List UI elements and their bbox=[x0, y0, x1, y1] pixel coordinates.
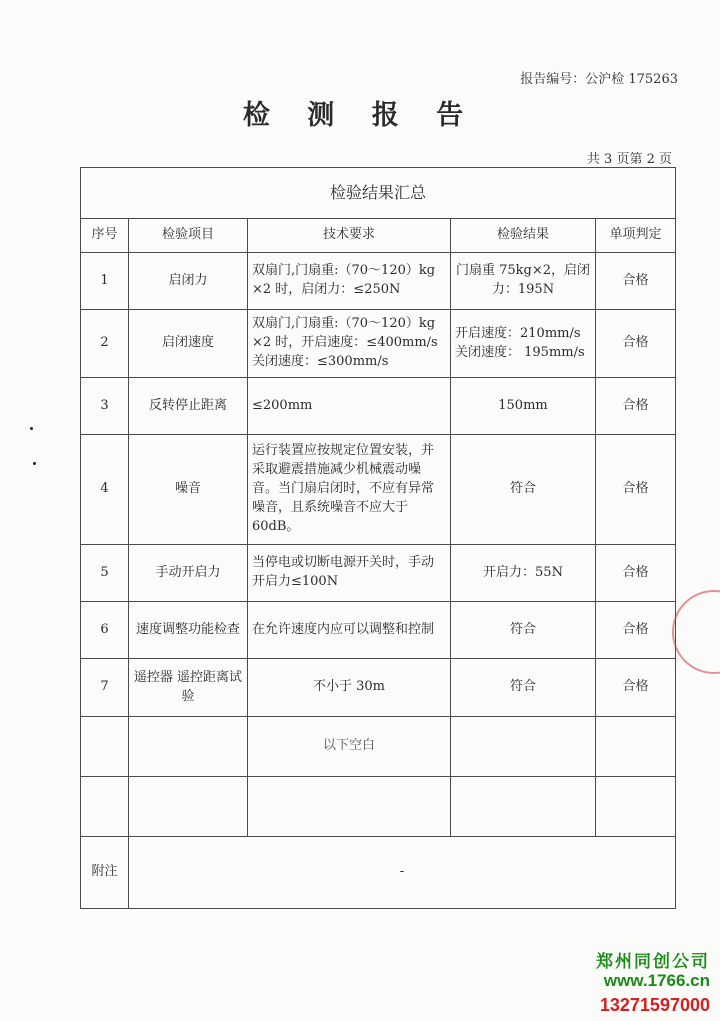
row-result: 符合 bbox=[451, 602, 596, 659]
report-title: 检 测 报 告 bbox=[242, 100, 478, 131]
row-verdict: 合格 bbox=[596, 659, 676, 717]
table-row bbox=[81, 253, 676, 310]
row-item: 启闭速度 bbox=[129, 310, 248, 378]
row-result: 符合 bbox=[451, 435, 596, 545]
row-no: 5 bbox=[81, 545, 129, 602]
summary-title: 检验结果汇总 bbox=[81, 168, 676, 219]
row-no: 6 bbox=[81, 602, 129, 659]
table-row bbox=[81, 602, 676, 659]
header-result: 检验结果 bbox=[451, 219, 596, 253]
row-item: 速度调整功能检查 bbox=[129, 602, 248, 659]
scan-dot bbox=[30, 427, 33, 430]
table-header-row bbox=[81, 219, 676, 253]
table-row-blank-note bbox=[81, 717, 676, 777]
row-verdict: 合格 bbox=[596, 602, 676, 659]
table-row bbox=[81, 435, 676, 545]
row-item: 手动开启力 bbox=[129, 545, 248, 602]
official-seal-stamp bbox=[672, 590, 720, 674]
row-verdict: 合格 bbox=[596, 253, 676, 310]
scan-dot bbox=[33, 462, 36, 465]
row-result: 开启力：55N bbox=[451, 545, 596, 602]
page-info: 共 3 页第 2 页 bbox=[586, 152, 672, 167]
row-verdict: 合格 bbox=[596, 310, 676, 378]
row-result: 门扇重 75kg×2，启闭力：195N bbox=[451, 253, 596, 310]
results-table bbox=[80, 167, 676, 909]
row-result: 开启速度：210mm/s 关闭速度： 195mm/s bbox=[451, 310, 596, 378]
row-requirement: 运行装置应按规定位置安装，并采取避震措施减少机械震动噪音。当门扇启闭时，不应有异常噪音，且系统噪音不应大于 60dB。 bbox=[248, 435, 451, 545]
row-requirement: 不小于 30m bbox=[248, 659, 451, 717]
row-requirement: 双扇门,门扇重:（70～120）kg ×2 时，开启速度：≤400mm/s 关闭速度：≤300mm/s bbox=[248, 310, 451, 378]
blank-note: 以下空白 bbox=[248, 717, 451, 777]
watermark-website: www.1766.cn bbox=[603, 971, 710, 990]
row-result: 150mm bbox=[451, 378, 596, 435]
row-requirement: 当停电或切断电源开关时，手动开启力≤100N bbox=[248, 545, 451, 602]
row-verdict: 合格 bbox=[596, 378, 676, 435]
table-row bbox=[81, 659, 676, 717]
row-result: 符合 bbox=[451, 659, 596, 717]
row-requirement: 双扇门,门扇重:（70～120）kg ×2 时，启闭力：≤250N bbox=[248, 253, 451, 310]
row-no: 2 bbox=[81, 310, 129, 378]
row-verdict: 合格 bbox=[596, 545, 676, 602]
row-item: 噪音 bbox=[129, 435, 248, 545]
table-row bbox=[81, 378, 676, 435]
remark-row bbox=[81, 837, 676, 909]
table-row bbox=[81, 545, 676, 602]
row-item: 遥控器 遥控距离试验 bbox=[129, 659, 248, 717]
watermark-company: 郑州同创公司 bbox=[596, 952, 710, 972]
row-item: 反转停止距离 bbox=[129, 378, 248, 435]
report-number: 报告编号：公沪检 175263 bbox=[520, 72, 678, 87]
remark-value: - bbox=[129, 837, 676, 909]
table-row bbox=[81, 310, 676, 378]
row-requirement: ≤200mm bbox=[248, 378, 451, 435]
row-no: 4 bbox=[81, 435, 129, 545]
row-no: 1 bbox=[81, 253, 129, 310]
row-no: 7 bbox=[81, 659, 129, 717]
row-verdict: 合格 bbox=[596, 435, 676, 545]
row-no: 3 bbox=[81, 378, 129, 435]
table-row-empty bbox=[81, 777, 676, 837]
header-item: 检验项目 bbox=[129, 219, 248, 253]
row-requirement: 在允许速度内应可以调整和控制 bbox=[248, 602, 451, 659]
watermark-phone: 13271597000 bbox=[599, 995, 710, 1015]
remark-label: 附注 bbox=[81, 837, 129, 909]
header-no: 序号 bbox=[81, 219, 129, 253]
row-item: 启闭力 bbox=[129, 253, 248, 310]
header-requirement: 技术要求 bbox=[248, 219, 451, 253]
header-verdict: 单项判定 bbox=[596, 219, 676, 253]
